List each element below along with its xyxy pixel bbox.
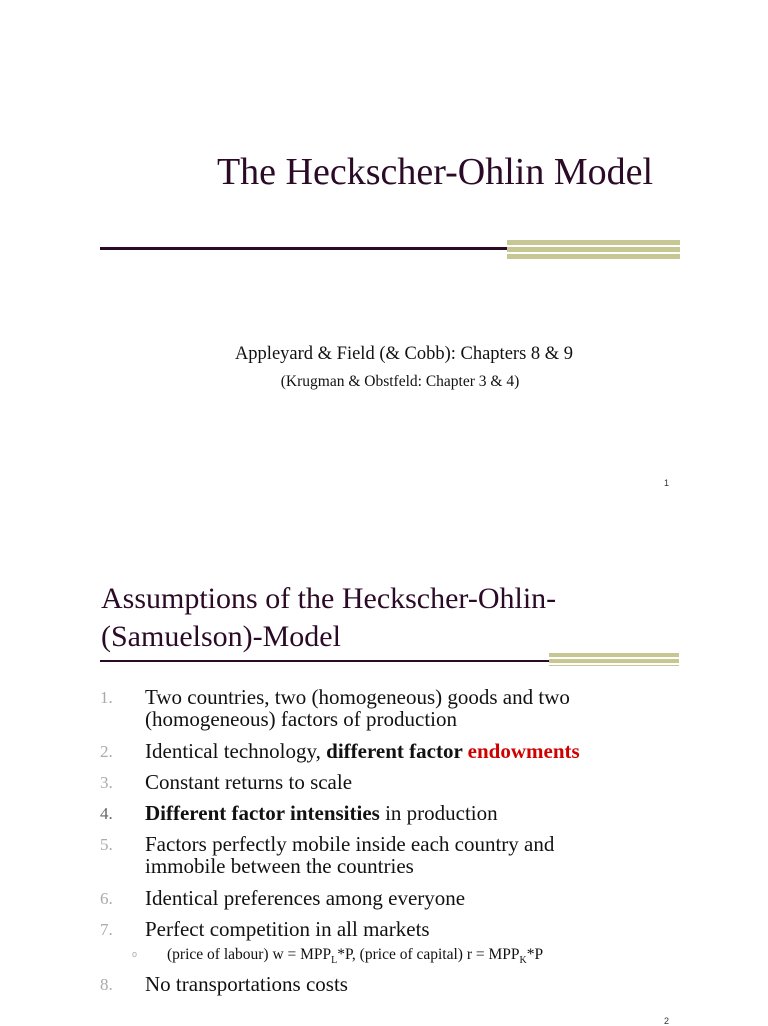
list-text	[145, 802, 725, 824]
slide-1-title: The Heckscher-Ohlin Model	[216, 151, 654, 193]
slide-2-title	[101, 580, 721, 656]
slide-2-title-line-2: (Samuelson)-Model	[101, 620, 341, 653]
list-number: 1.	[100, 688, 113, 707]
list-text-line: immobile between the countries	[145, 854, 414, 878]
page-number: 1	[664, 478, 670, 488]
list-text-highlight: endowments	[467, 739, 580, 763]
slide-2-title-line-1: Assumptions of the Heckscher-Ohlin-	[101, 582, 557, 615]
list-text	[145, 740, 725, 762]
title-accent-bar	[507, 240, 680, 260]
list-number: 2.	[100, 742, 113, 761]
list-number: 3.	[100, 773, 113, 792]
list-number: 7.	[100, 920, 113, 939]
list-text	[145, 833, 725, 877]
subscript: L	[331, 955, 338, 967]
list-number: 4.	[100, 804, 113, 823]
list-text-bold: Different factor intensities	[145, 801, 380, 825]
list-text: Perfect competition in all markets	[145, 917, 430, 941]
sub-item-text: *P	[526, 946, 544, 963]
title-underline	[100, 660, 550, 662]
list-number: 5.	[100, 835, 113, 854]
list-text-bold: different factor	[326, 739, 468, 763]
list-number: 8.	[100, 975, 113, 994]
circle-bullet-icon: o	[132, 949, 138, 959]
list-text: Identical preferences among everyone	[145, 886, 466, 910]
page-number: 2	[664, 1016, 670, 1026]
subscript: K	[519, 955, 527, 967]
list-text	[145, 686, 725, 730]
list-text: No transportations costs	[145, 972, 348, 996]
list-text-plain: Identical technology,	[145, 739, 327, 763]
sub-item-text: (price of labour) w = MPP	[167, 946, 332, 963]
list-number: 6.	[100, 889, 113, 908]
title-accent-bar	[549, 653, 679, 666]
title-underline	[100, 247, 510, 250]
slide-1-subtitle: Appleyard & Field (& Cobb): Chapters 8 & 9	[234, 344, 574, 364]
sub-list-item	[132, 946, 543, 966]
list-text: Constant returns to scale	[145, 770, 353, 794]
list-text-plain: in production	[379, 801, 498, 825]
list-text-line: Factors perfectly mobile inside each country and	[145, 832, 555, 856]
list-text-line: (homogeneous) factors of production	[145, 707, 457, 731]
slide-1-subtitle-secondary: (Krugman & Obstfeld: Chapter 3 & 4)	[280, 373, 520, 390]
list-text-line: Two countries, two (homogeneous) goods and two	[145, 685, 570, 709]
sub-item-text: *P, (price of capital) r = MPP	[337, 946, 520, 963]
